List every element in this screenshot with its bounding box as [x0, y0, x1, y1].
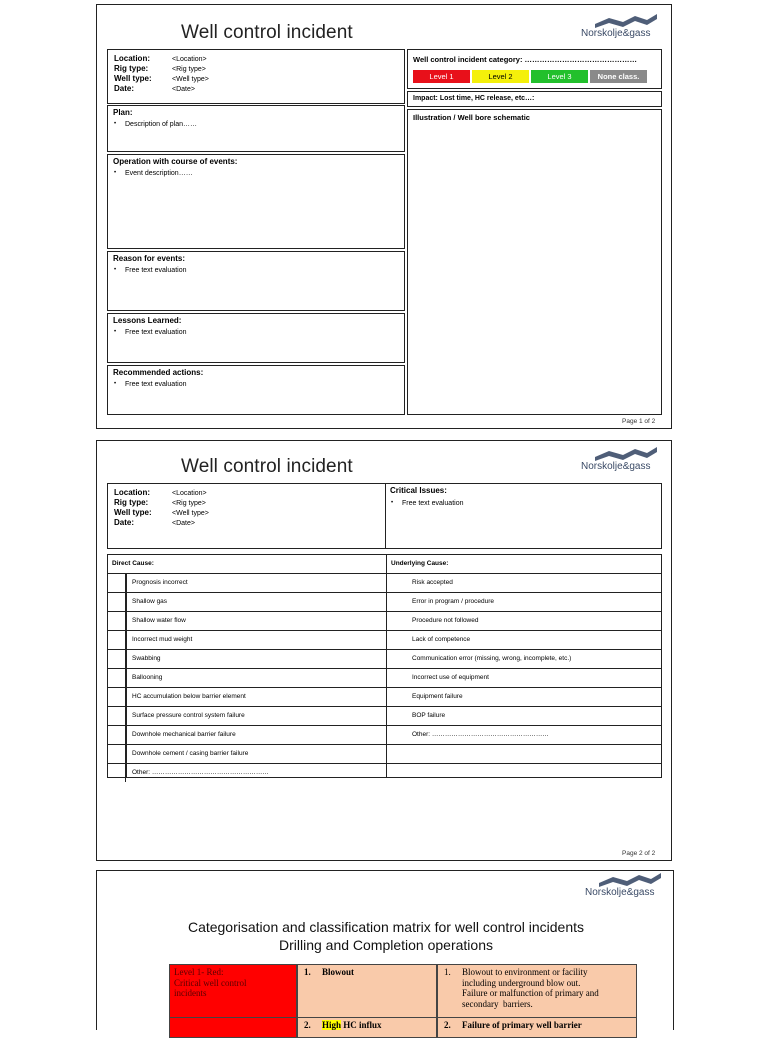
- page-title: Well control incident: [181, 22, 353, 43]
- info-box: [107, 49, 405, 104]
- blowout-desc-cell: [437, 964, 637, 1018]
- level-1-badge: Level 1: [413, 70, 470, 83]
- logo-text-a: Norsk: [581, 461, 608, 472]
- logo-text-b: olje&gass: [611, 887, 655, 898]
- direct-cause-checkbox[interactable]: [108, 612, 126, 630]
- illustration-label: Illustration / Well bore schematic: [413, 113, 530, 122]
- page-title: Well control incident: [181, 456, 353, 477]
- direct-cause-text: Downhole cement / casing barrier failure: [132, 750, 249, 757]
- location-label: Location:: [114, 488, 150, 497]
- direct-cause-checkbox[interactable]: [108, 707, 126, 725]
- level-legend: [413, 70, 647, 83]
- cause-row: [108, 706, 661, 725]
- matrix-title: Categorisation and classification matrix for well control incidents: [187, 919, 585, 935]
- location-value: <Location>: [172, 56, 207, 63]
- rig-type-value: <Rig type>: [172, 66, 206, 73]
- impact-label: Impact: Lost time, HC release, etc…:: [413, 95, 535, 102]
- direct-cause-checkbox[interactable]: [108, 764, 126, 782]
- logo-mark-icon: [599, 873, 661, 887]
- operation-text: • Event description……: [125, 170, 193, 177]
- none-class-badge: None class.: [590, 70, 647, 83]
- cause-row: [108, 725, 661, 744]
- operation-label: Operation with course of events:: [113, 157, 238, 166]
- form-page-2: [96, 440, 672, 861]
- underlying-cause-header: Underlying Cause:: [391, 560, 449, 567]
- lessons-label: Lessons Learned:: [113, 316, 182, 325]
- reason-box: [107, 251, 405, 311]
- direct-cause-text: Swabbing: [132, 655, 161, 662]
- hc-influx-desc: Failure of primary well barrier: [462, 1020, 582, 1030]
- logo-text-a: Norsk: [585, 887, 612, 898]
- blowout-label: Blowout: [322, 967, 355, 977]
- critical-issues-text: • Free text evaluation: [402, 500, 463, 507]
- underlying-cause-text: Communication error (missing, wrong, incomplete, etc.): [412, 655, 572, 662]
- matrix-subtitle: Drilling and Completion operations: [278, 937, 493, 953]
- logo-text-b: olje&gass: [607, 461, 651, 472]
- direct-cause-text: Surface pressure control system failure: [132, 712, 245, 719]
- impact-box: [407, 91, 662, 107]
- underlying-cause-text: Error in program / procedure: [412, 598, 495, 605]
- cause-row: [108, 573, 661, 592]
- date-label: Date:: [114, 84, 135, 93]
- direct-cause-text: Shallow water flow: [132, 617, 186, 624]
- page-number: Page 1 of 2: [622, 418, 656, 425]
- hc-influx-desc-num: 2.: [444, 1020, 451, 1030]
- blowout-num: 1.: [304, 967, 311, 977]
- lessons-box: [107, 313, 405, 363]
- cause-row: [108, 592, 661, 611]
- company-logo: [585, 873, 675, 901]
- direct-cause-text: Downhole mechanical barrier failure: [132, 731, 236, 738]
- page-number: Page 2 of 2: [622, 850, 656, 857]
- blowout-cell: [297, 964, 437, 1018]
- recommended-text: • Free text evaluation: [125, 381, 186, 388]
- plan-box: [107, 105, 405, 152]
- location-label: Location:: [114, 54, 150, 63]
- underlying-cause-text: Lack of competence: [412, 636, 471, 643]
- plan-text: • Description of plan……: [125, 121, 197, 128]
- company-logo: [581, 447, 671, 475]
- company-logo: [581, 14, 671, 42]
- cause-table: [107, 554, 662, 778]
- well-type-value: <Well type>: [172, 510, 209, 517]
- info-critical-box: [107, 483, 662, 549]
- underlying-cause-text: Other: ………………………………………………: [412, 731, 549, 738]
- direct-cause-checkbox[interactable]: [108, 574, 126, 592]
- hc-influx-desc-cell: [437, 1018, 637, 1038]
- lessons-text: • Free text evaluation: [125, 329, 186, 336]
- date-value: <Date>: [172, 520, 195, 527]
- reason-label: Reason for events:: [113, 254, 186, 263]
- underlying-cause-text: Equipment failure: [412, 693, 463, 700]
- direct-cause-checkbox[interactable]: [108, 669, 126, 687]
- critical-issues-label: Critical Issues:: [390, 486, 447, 495]
- underlying-cause-text: BOP failure: [412, 712, 446, 719]
- logo-mark-icon: [595, 447, 657, 461]
- category-label: Well control incident category: ………………………………………: [413, 55, 638, 64]
- blowout-desc-num: 1.: [444, 967, 451, 977]
- cause-row: [108, 649, 661, 668]
- blowout-desc: Blowout to environment or facility including underground blow out. Failure or malfunction of primary and secondary barriers.: [462, 967, 599, 1009]
- checkbox-column-divider: [126, 573, 127, 777]
- well-type-label: Well type:: [114, 508, 152, 517]
- direct-cause-text: HC accumulation below barrier element: [132, 693, 246, 700]
- direct-cause-checkbox[interactable]: [108, 593, 126, 611]
- rig-type-label: Rig type:: [114, 498, 149, 507]
- reason-text: • Free text evaluation: [125, 267, 186, 274]
- cause-row: [108, 744, 661, 763]
- logo-text-a: Norsk: [581, 28, 608, 39]
- operation-box: [107, 154, 405, 249]
- illustration-box: [407, 109, 662, 415]
- level-1-text: Level 1- Red: Critical well control incidents: [174, 967, 247, 998]
- direct-cause-checkbox[interactable]: [108, 631, 126, 649]
- hc-influx-num: 2.: [304, 1020, 311, 1030]
- rig-type-value: <Rig type>: [172, 500, 206, 507]
- underlying-cause-text: Risk accepted: [412, 579, 453, 586]
- recommended-box: [107, 365, 405, 415]
- date-label: Date:: [114, 518, 135, 527]
- hc-influx-highlight: High: [322, 1020, 342, 1030]
- rig-type-label: Rig type:: [114, 64, 149, 73]
- underlying-cause-text: Incorrect use of equipment: [412, 674, 489, 681]
- level-1-cell-continued: [169, 1018, 297, 1038]
- recommended-label: Recommended actions:: [113, 368, 204, 377]
- direct-cause-text: Prognosis incorrect: [132, 579, 188, 586]
- date-value: <Date>: [172, 86, 195, 93]
- cause-row: [108, 630, 661, 649]
- direct-cause-checkbox[interactable]: [108, 650, 126, 668]
- category-box: [407, 49, 662, 89]
- cause-row: [108, 611, 661, 630]
- level-1-cell: [169, 964, 297, 1018]
- level-2-badge: Level 2: [472, 70, 529, 83]
- cause-row: [108, 687, 661, 706]
- direct-cause-checkbox[interactable]: [108, 745, 126, 763]
- direct-cause-text: Incorrect mud weight: [132, 636, 193, 643]
- direct-cause-text: Ballooning: [132, 674, 163, 681]
- matrix-page: [96, 870, 674, 1030]
- location-value: <Location>: [172, 490, 207, 497]
- plan-label: Plan:: [113, 108, 133, 117]
- logo-text-b: olje&gass: [607, 28, 651, 39]
- direct-cause-header: Direct Cause:: [112, 560, 154, 567]
- form-page-1: [96, 4, 672, 429]
- cause-row: [108, 668, 661, 687]
- logo-mark-icon: [595, 14, 657, 28]
- hc-influx-label: HC influx: [341, 1020, 382, 1030]
- level-3-badge: Level 3: [531, 70, 588, 83]
- well-type-label: Well type:: [114, 74, 152, 83]
- cause-row: [108, 763, 661, 782]
- direct-cause-text: Other: ………………………………………………: [132, 769, 269, 776]
- direct-cause-checkbox[interactable]: [108, 726, 126, 744]
- direct-cause-text: Shallow gas: [132, 598, 168, 605]
- well-type-value: <Well type>: [172, 76, 209, 83]
- direct-cause-checkbox[interactable]: [108, 688, 126, 706]
- underlying-cause-text: Procedure not followed: [412, 617, 479, 624]
- hc-influx-cell: [297, 1018, 437, 1038]
